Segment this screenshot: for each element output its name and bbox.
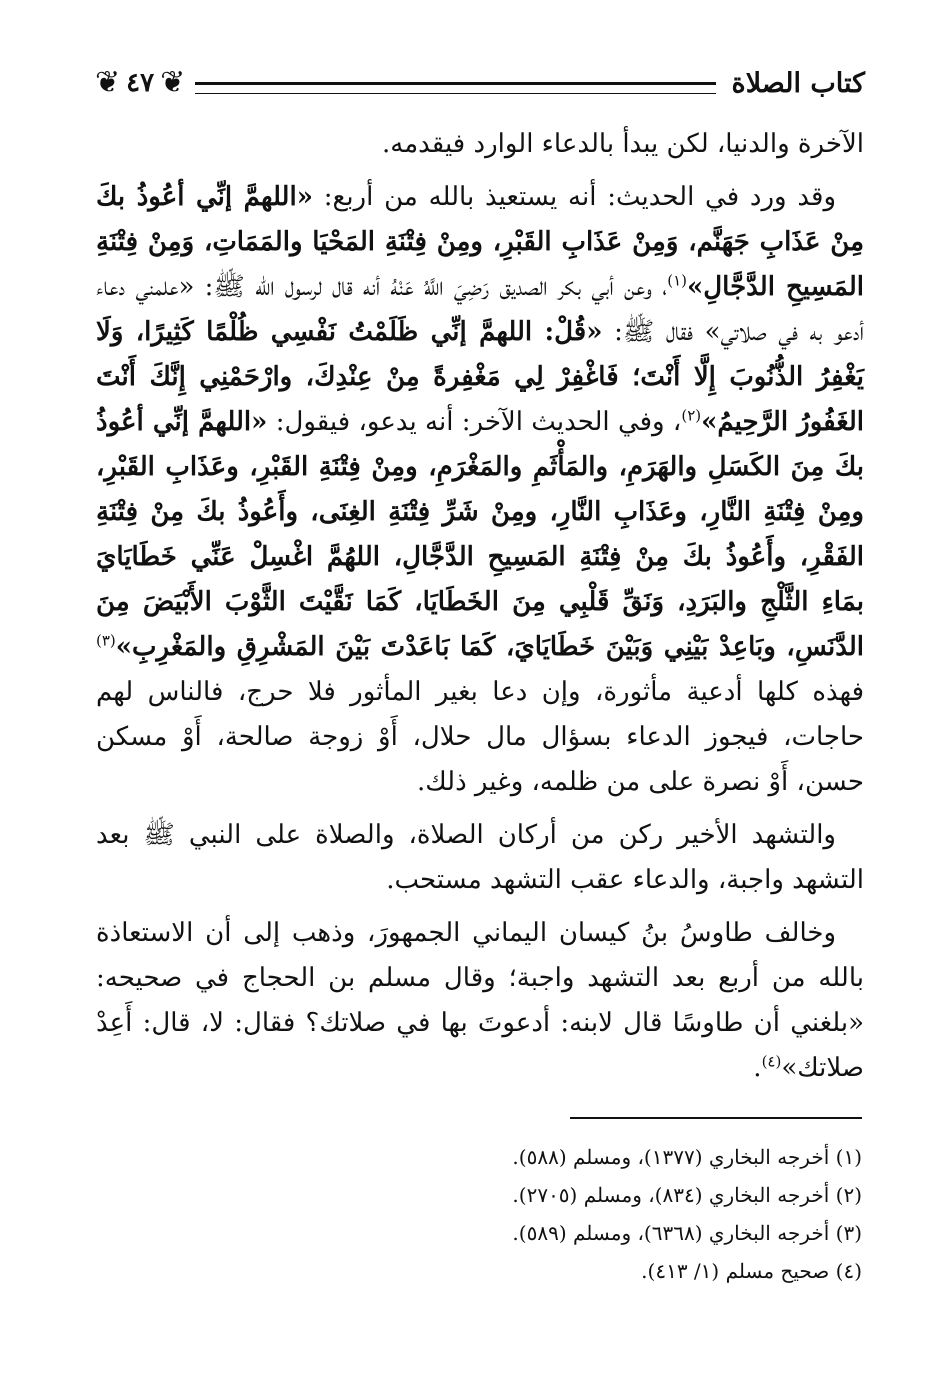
decorative-frame-icon: ❦ [160,65,186,100]
page-number-frame [95,65,186,100]
paragraph-2 [96,175,864,805]
text-run: وخالف طاوسُ بنُ كيسان اليماني الجمهورَ، وذهب إلى أن الاستعاذة بالله من أربع بعد التشهد واجبة؛ وقال مسلم بن الحجاج في صحيحه: «بلغني أن طاوسًا قال لابنه: أدعوتَ بها في صلاتك؟ فقال: لا، قال: أَعِدْ صلاتك» [96,918,864,1083]
footnote-item: (٢) أخرجه البخاري (٨٣٤)، ومسلم (٢٧٠٥). [512,1183,862,1207]
paragraph-1: الآخرة والدنيا، لكن يبدأ بالدعاء الوارد فيقدمه. [382,129,864,159]
running-header [95,58,865,108]
header-rule [195,82,715,94]
text-run: فهذه كلها أدعية مأثورة، وإن دعا بغير المأثور فلا حرج، فالناس لهم حاجات، فيجوز الدعاء بسؤال مال حلال، أَوْ زوجة صالحة، أَوْ مسكن حسن، أَوْ نصرة على من ظلمه، وغير ذلك. [96,677,864,797]
paragraph-4 [96,911,864,1091]
footnote-ref: (٣) [96,631,116,650]
text-run: ، وفي الحديث الآخر: أنه يدعو، فيقول: [267,407,682,437]
footnote-item: (٣) أخرجه البخاري (٦٣٦٨)، ومسلم (٥٨٩). [512,1221,862,1245]
footnotes [82,1138,862,1290]
chapter-title: كتاب الصلاة [731,67,865,99]
hadith-quote: «اللهمَّ إنِّي أعُوذُ بكَ مِنْ عَذَابِ جَهَنَّم، وَمِنْ عَذَابِ القَبْرِ، ومِنْ فِتْنَةِ المَحْيَا والمَمَاتِ، وَمِنْ فِتْنَةِ المَسِيحِ الدَّجَّالِ» [96,182,864,302]
hadith-quote: «اللهمَّ إنِّي أعُوذُ بكَ مِنَ الكَسَلِ والهَرَمِ، والمَأْثَمِ والمَغْرَمِ، ومِنْ فِتْنَةِ القَبْرِ، وعَذَابِ القَبْرِ، ومِنْ فِتْنَةِ النَّارِ، وعَذَابِ النَّارِ، ومِنْ شَرِّ فِتْنَةِ الغِنَى، وأَعُوذُ بكَ مِنْ فِتْنَةِ الفَقْرِ، وأَعُوذُ بكَ مِنْ فِتْنَةِ المَسِيحِ الدَّجَّالِ، اللهُمَّ اغْسِلْ عَنِّي خَطَايَايَ بمَاءِ الثَّلْجِ والبَرَدِ، وَنَقِّ قَلْبِي مِنَ الخَطَايَا، كَمَا نَقَّيْتَ الثَّوْبَ الأَبْيَضَ مِنَ الدَّنَسِ، وبَاعِدْ بَيْنِي وَبَيْنَ خَطَايَايَ، كَمَا بَاعَدْتَ بَيْنَ المَشْرِقِ والمَغْرِبِ» [96,407,864,662]
main-text [96,122,864,1099]
footnote-item: (٤) صحيح مسلم (١/ ٤١٣). [641,1259,862,1283]
footnote-separator [570,1117,862,1119]
hadith-quote: «قُلْ: اللهمَّ إنِّي ظَلَمْتُ نَفْسِي ظُلْمًا كَثِيرًا، وَلَا يَغْفِرُ الذُّنُوبَ إِلَّا أَنْتَ؛ فَاغْفِرْ لِي مَغْفِرةً مِنْ عِنْدِكَ، وارْحَمْنِي إِنَّكَ أَنْتَ الغَفُورُ الرَّحِيمُ» [96,317,865,437]
decorative-frame-icon: ❦ [95,65,121,100]
text-run: ، وعن أبي بكر الصديق رَضِيَ اللَّهُ عَنْهُ أنه قال لرسول الله ﷺ: «علمني دعاء أدعو به في صلاتي» فقال ﷺ: [96,272,864,347]
text-run: وقد ورد في الحديث: أنه يستعيذ بالله من أربع: [312,182,836,212]
footnote-ref: (٤) [761,1052,782,1071]
footnote-ref: (٢) [681,406,702,425]
footnote-ref: (١) [667,271,688,290]
text-run: . [753,1053,762,1083]
footnote-item: (١) أخرجه البخاري (١٣٧٧)، ومسلم (٥٨٨). [512,1145,862,1169]
page-number: ٤٧ [126,68,155,98]
paragraph-3: والتشهد الأخير ركن من أركان الصلاة، والصلاة على النبي ﷺ بعد التشهد واجبة، والدعاء عقب التشهد مستحب. [96,820,864,895]
